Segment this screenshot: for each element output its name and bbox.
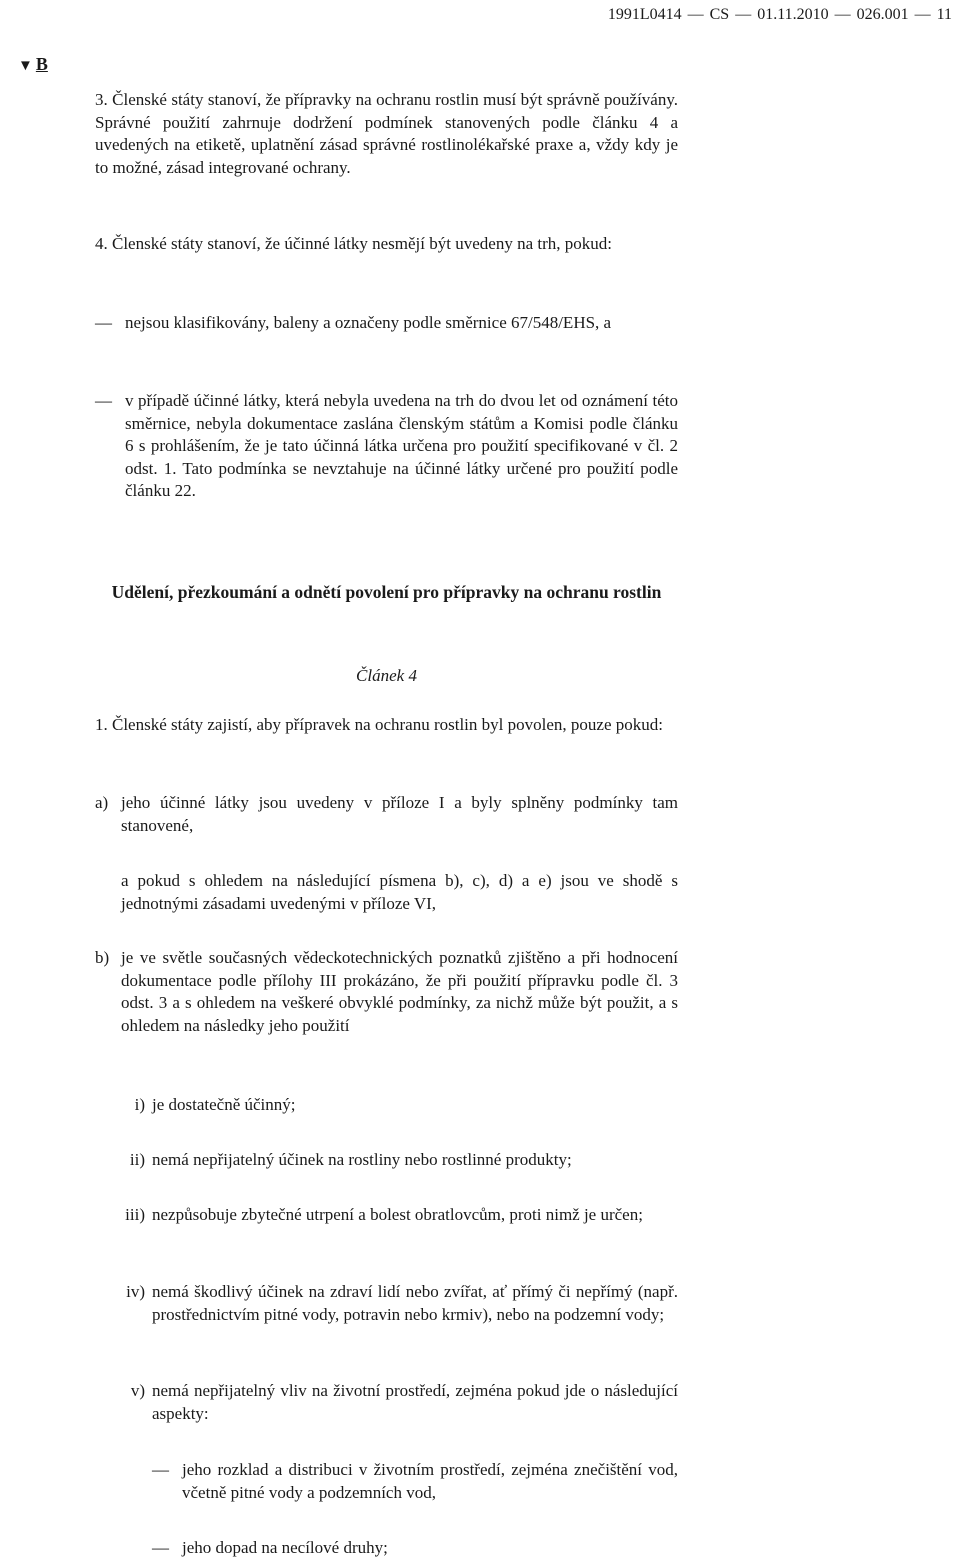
- article-paragraph-1: 1. Členské státy zajistí, aby přípravek na ochranu rostlin byl povolen, pouze pokud:: [95, 715, 663, 734]
- roman-item-label: ii): [129, 1150, 145, 1169]
- v-subitem-2-text: jeho dopad na necílové druhy;: [182, 1538, 388, 1557]
- amendment-marker-label: B: [35, 54, 48, 74]
- roman-item-i: [95, 1094, 678, 1117]
- para4-item-1-text: nejsou klasifikovány, baleny a označeny podle směrnice 67/548/EHS, a: [125, 313, 612, 332]
- document-reference: 1991L0414 — CS — 01.11.2010 — 026.001 — 11: [607, 6, 952, 23]
- item-a-continuation: [95, 870, 678, 915]
- dash-bullet: —: [152, 1460, 169, 1479]
- v-subitem-1-text: jeho rozklad a distribuci v životním prostředí, zejména znečištění vod, včetně pitné vody a podzemních vod,: [182, 1460, 678, 1502]
- paragraph-3: 3. Členské státy stanoví, že přípravky na ochranu rostlin musí být správně používány. Správné použití zahrnuje dodržení podmínek stanovených podle článku 4 a uvedených na etiketě, uplatnění zásad správné rostlinolékařské praxe a, vždy kdy je to možné, zásad integrované ochrany.: [95, 90, 678, 177]
- roman-item-label: iv): [126, 1282, 145, 1301]
- roman-item-text: nemá nepřijatelný vliv na životní prostředí, zejména pokud jde o následující aspekty:: [152, 1381, 678, 1423]
- dash-bullet: —: [152, 1538, 169, 1557]
- amendment-marker: [18, 53, 48, 78]
- triangle-down-icon: ▼: [18, 58, 33, 74]
- item-a: [95, 792, 678, 837]
- item-a-continuation-text: a pokud s ohledem na následující písmena b), c), d) a e) jsou ve shodě s jednotnými zásadami uvedenými v příloze VI,: [121, 871, 678, 913]
- para4-item-1: [95, 312, 678, 335]
- dash-bullet: —: [95, 313, 112, 332]
- paragraph-4: 4. Členské státy stanoví, že účinné látky nesmějí být uvedeny na trh, pokud:: [95, 234, 612, 253]
- dash-bullet: —: [95, 391, 112, 410]
- roman-item-iii: [95, 1204, 678, 1227]
- item-a-text: jeho účinné látky jsou uvedeny v příloze I a byly splněny podmínky tam stanovené,: [121, 793, 678, 835]
- v-subitem-1: [152, 1459, 678, 1504]
- section-heading: Udělení, přezkoumání a odnětí povolení pro přípravky na ochranu rostlin: [111, 582, 662, 602]
- roman-item-iv: [95, 1281, 678, 1326]
- para4-item-2: [95, 390, 678, 503]
- roman-item-ii: [95, 1149, 678, 1172]
- roman-item-text: nezpůsobuje zbytečné utrpení a bolest obratlovcům, proti nimž je určen;: [152, 1205, 643, 1224]
- roman-item-label: iii): [125, 1205, 145, 1224]
- roman-item-text: nemá škodlivý účinek na zdraví lidí nebo zvířat, ať přímý či nepřímý (např. prostřednictvím pitné vody, potravin nebo krmiv), nebo na podzemní vody;: [152, 1282, 678, 1324]
- roman-item-text: je dostatečně účinný;: [152, 1095, 296, 1114]
- roman-item-text: nemá nepřijatelný účinek na rostliny nebo rostlinné produkty;: [152, 1150, 572, 1169]
- roman-item-label: v): [130, 1381, 145, 1400]
- item-b: [95, 947, 678, 1037]
- v-subitem-2: [152, 1537, 678, 1560]
- para4-item-2-text: v případě účinné látky, která nebyla uvedena na trh do dvou let od oznámení této směrnice, nebyla dokumentace zaslána členským státům a Komisi podle článku 6 s prohlášením, že je tato účinná látka určena pro použití specifikované v čl. 2 odst. 1. Tato podmínka se nevztahuje na účinné látky určené pro použití podle článku 22.: [125, 391, 678, 500]
- item-a-label: a): [95, 793, 109, 812]
- article-title: Článek 4: [356, 666, 417, 685]
- roman-item-v: [95, 1380, 678, 1425]
- item-b-text: je ve světle současných vědeckotechnických poznatků zjištěno a při hodnocení dokumentace podle přílohy III prokázáno, že při použití přípravku podle čl. 3 odst. 3 a s ohledem na veškeré obvyklé podmínky, za nichž může být použit, a s ohledem na následky jeho použití: [121, 948, 678, 1035]
- item-b-label: b): [95, 948, 110, 967]
- roman-item-label: i): [134, 1095, 145, 1114]
